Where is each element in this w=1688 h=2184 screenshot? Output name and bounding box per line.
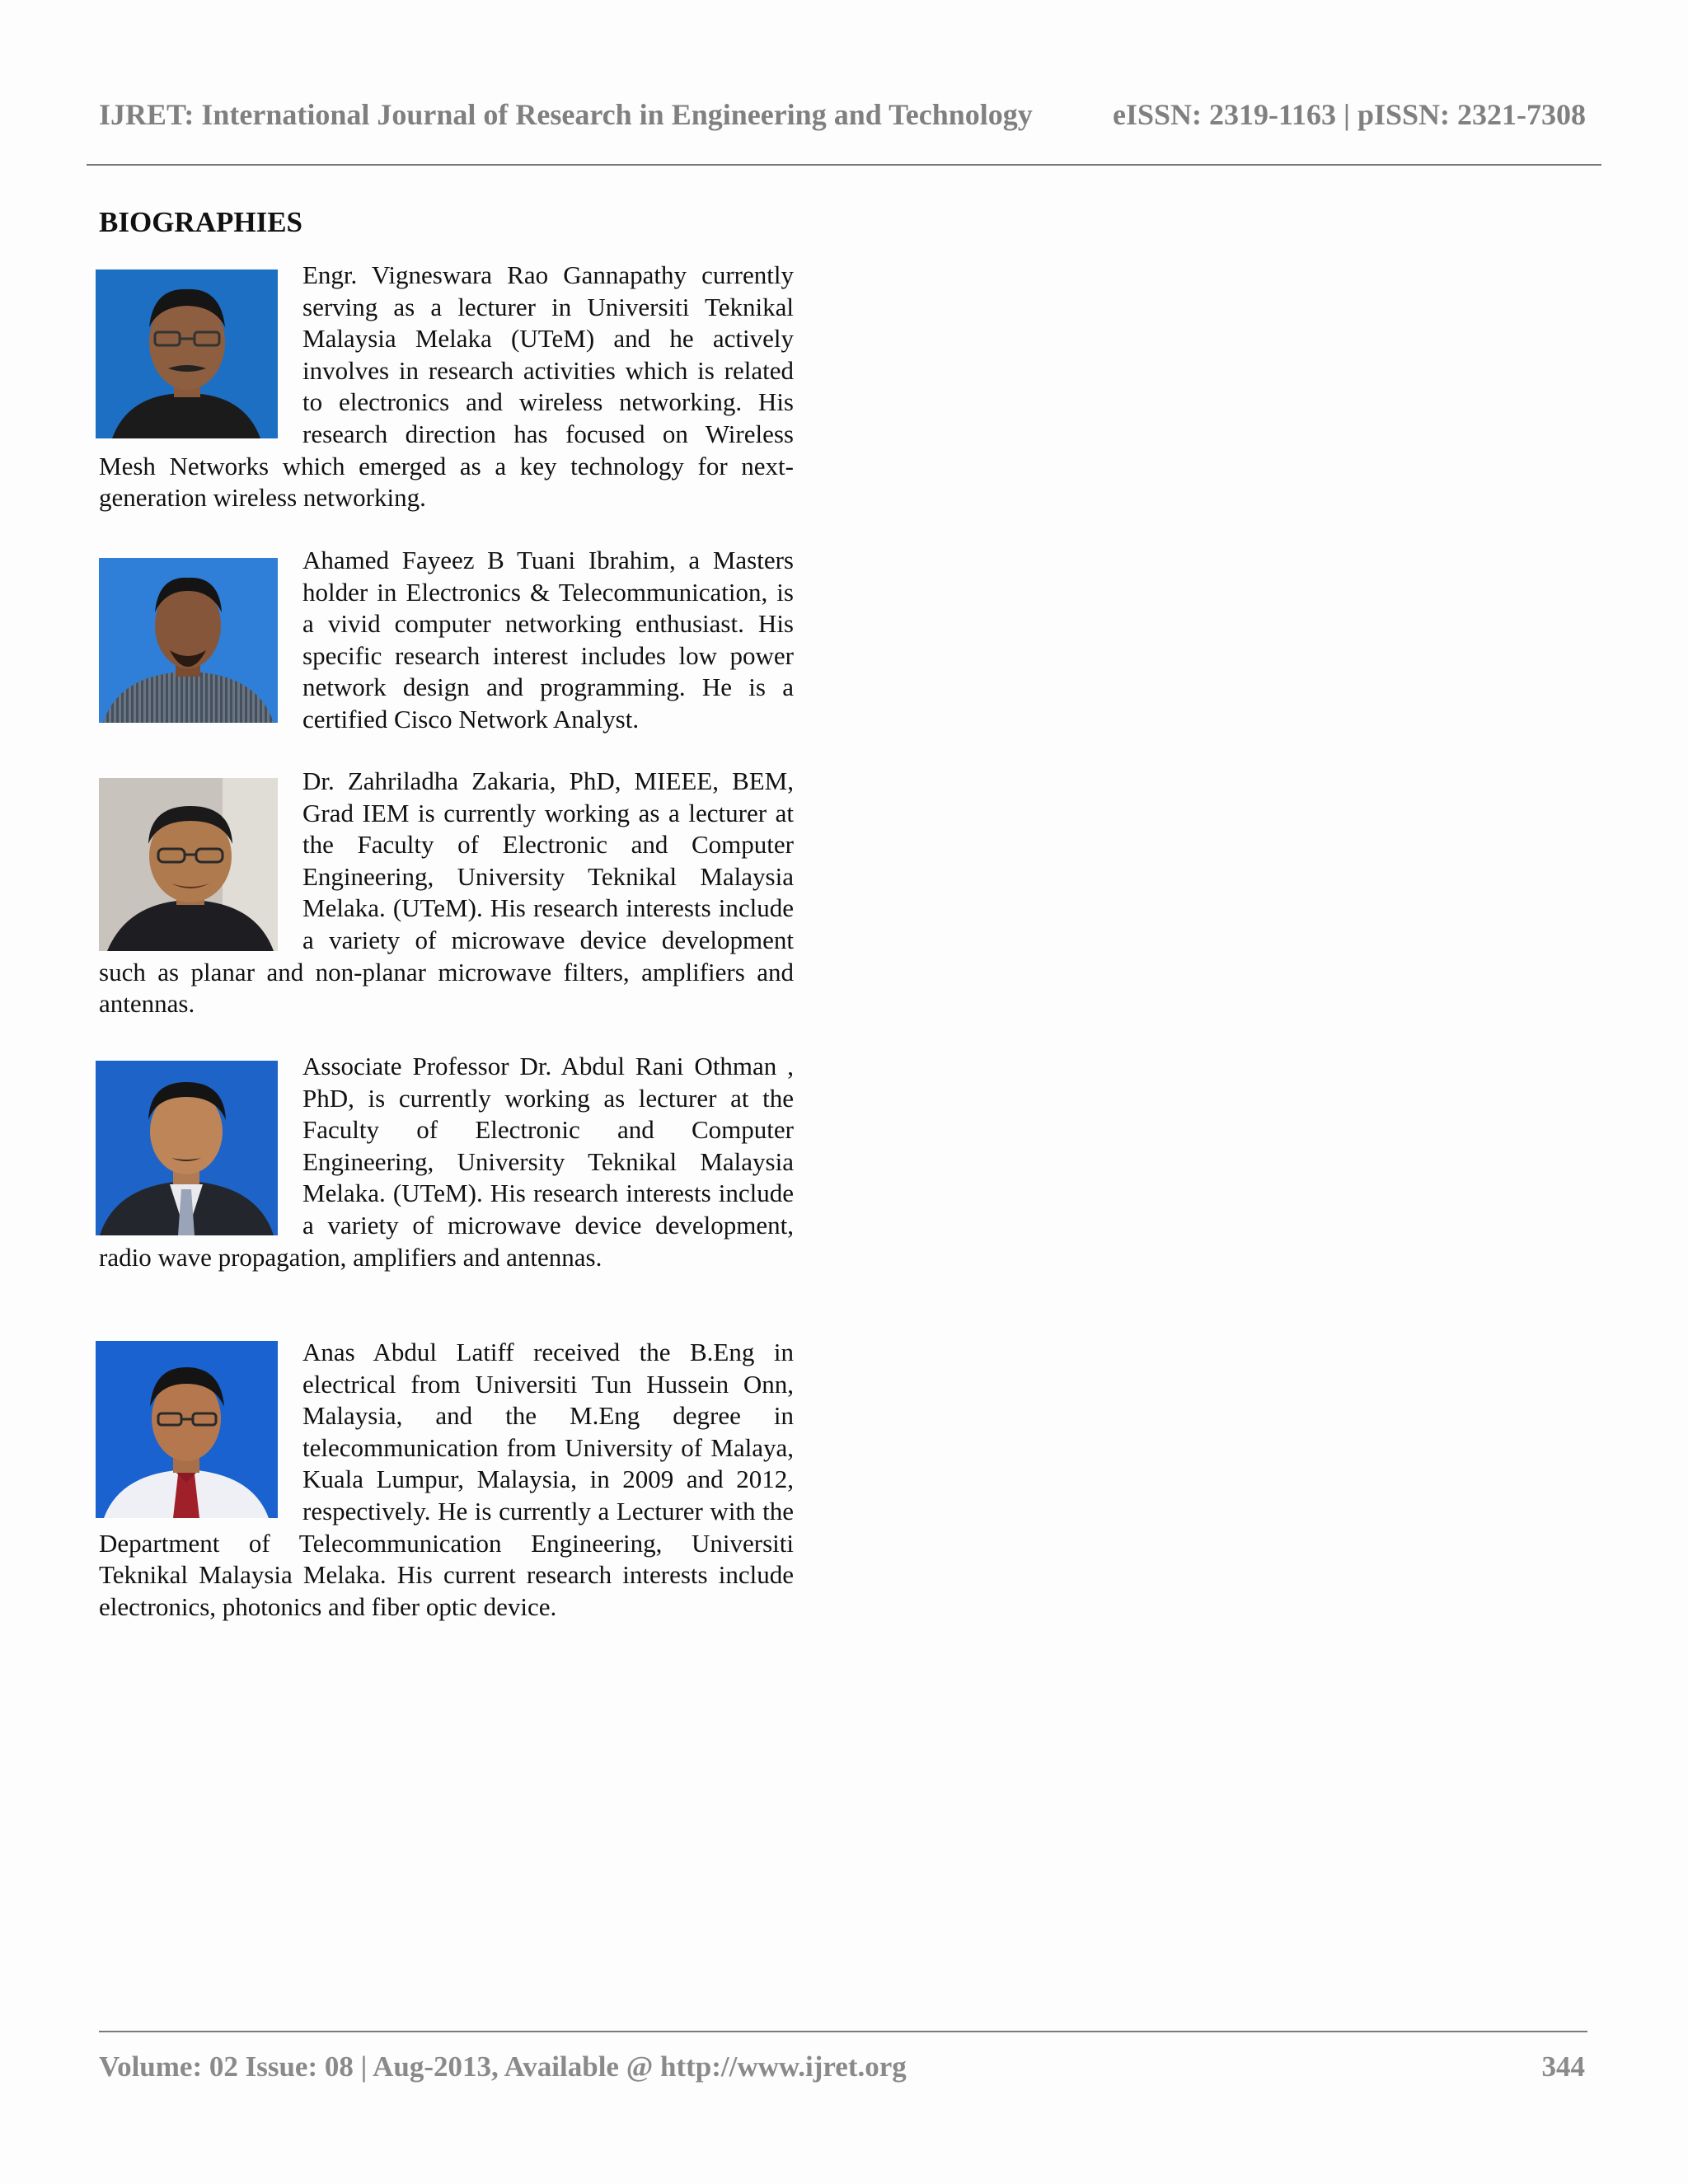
author-photo-1 — [96, 269, 278, 438]
author-photo-4 — [96, 1061, 278, 1235]
biography-text-1: Engr. Vigneswara Rao Gannapathy currently serving as a lecturer in Universiti Teknikal Malaysia Melaka (UTeM) and he actively involves in research activities which is related to electronics and wireless networking. His research direction has focused on Wireless Mesh Networks which emerged as a key technology for next-generation wireless networking. — [99, 260, 794, 513]
footer-divider — [99, 2031, 1587, 2032]
biography-text-2: Ahamed Fayeez B Tuani Ibrahim, a Masters holder in Electronics & Telecommunication, is a vivid computer networking enthusiast. His specific research interest includes low power network design and programming. He is a certified Cisco Network Analyst. — [302, 546, 794, 733]
biography-5 — [99, 1337, 794, 1623]
biography-text-3: Dr. Zahriladha Zakaria, PhD, MIEEE, BEM, Grad IEM is currently working as a lecturer at the Faculty of Electronic and Computer Engineering, University Teknikal Malaysia Melaka. (UTeM). His research interests include a variety of microwave device development such as planar and non-planar microwave filters, amplifiers and antennas. — [99, 766, 794, 1019]
biography-4 — [99, 1051, 794, 1273]
biography-text-5: Anas Abdul Latiff received the B.Eng in electrical from Universiti Tun Hussein Onn, Malaysia, and the M.Eng degree in telecommunication from University of Malaya, Kuala Lumpur, Malaysia, in 2009 and 2012, respectively. He is currently a Lecturer with the Department of Telecommunication Engineering, Universiti Teknikal Malaysia Melaka. His current research interests include electronics, photonics and fiber optic device. — [99, 1338, 794, 1621]
biography-3 — [99, 766, 794, 1020]
section-heading: BIOGRAPHIES — [99, 206, 302, 238]
biography-1 — [99, 260, 794, 514]
author-photo-2 — [99, 558, 278, 723]
journal-title: IJRET: International Journal of Research in Engineering and Technology — [99, 98, 1033, 131]
running-header — [99, 97, 1586, 138]
author-photo-3 — [99, 778, 278, 951]
volume-info: Volume: 02 Issue: 08 | Aug-2013, Available @ http://www.ijret.org — [99, 2050, 907, 2083]
header-divider — [87, 164, 1601, 166]
biography-2 — [99, 545, 794, 736]
issn-info: eISSN: 2319-1163 | pISSN: 2321-7308 — [1113, 98, 1586, 131]
biography-text-4: Associate Professor Dr. Abdul Rani Othman , PhD, is currently working as lecturer at the Faculty of Electronic and Computer Engineering, University Teknikal Malaysia Melaka. (UTeM). His research interests include a variety of microwave device development, radio wave propagation, amplifiers and antennas. — [99, 1052, 794, 1272]
page-number: 344 — [1541, 2050, 1585, 2083]
author-photo-5 — [96, 1341, 278, 1518]
